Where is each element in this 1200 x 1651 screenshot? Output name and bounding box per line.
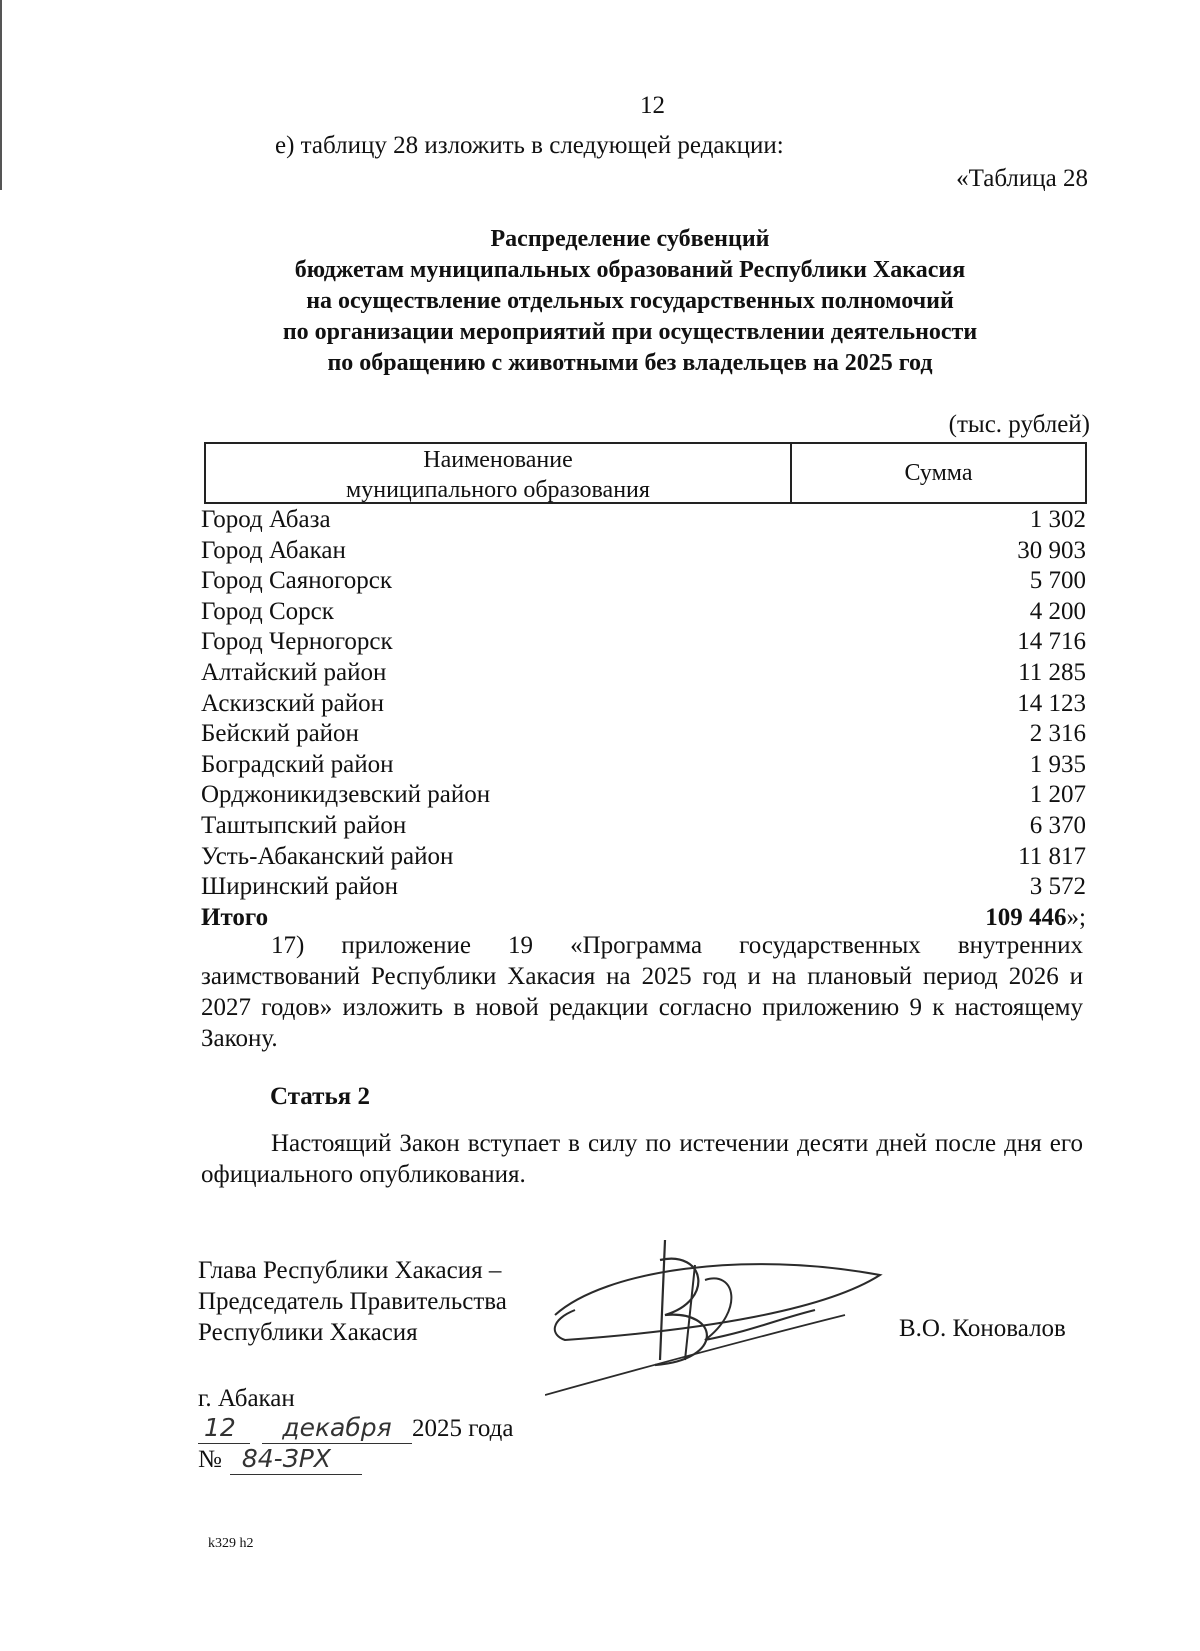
- table-body: [201, 505, 1086, 933]
- number-prefix: №: [198, 1446, 222, 1473]
- row-name: Орджоникидзевский район: [201, 781, 491, 809]
- signatory-line: Республики Хакасия: [198, 1319, 418, 1346]
- header-sum-cell: Сумма: [904, 459, 973, 486]
- heading-line: бюджетам муниципальных образований Республики Хакасия: [294, 257, 966, 283]
- row-name: Город Сорск: [201, 597, 334, 625]
- row-name: Боградский район: [201, 750, 394, 778]
- row-name: Бейский район: [201, 720, 359, 748]
- table-row: [201, 536, 1086, 567]
- row-sum: 3 572: [1029, 873, 1086, 901]
- handwritten-signature: [545, 1220, 895, 1420]
- header-name-cell: [206, 444, 792, 502]
- heading-line: Распределение субвенций: [490, 226, 770, 252]
- total-label: Итого: [201, 903, 269, 931]
- row-sum: 4 200: [1029, 597, 1086, 625]
- row-sum: 11 285: [1018, 658, 1086, 686]
- heading-line: по организации мероприятий при осуществлении деятельности: [282, 319, 978, 345]
- scan-edge-line: [0, 0, 2, 190]
- row-sum: 6 370: [1029, 811, 1086, 839]
- page-number: 12: [640, 92, 665, 119]
- row-sum: 1 935: [1029, 750, 1086, 778]
- row-name: Ширинский район: [201, 873, 398, 901]
- header-name-line2: муниципального образования: [346, 477, 650, 503]
- row-name: Таштыпский район: [201, 811, 407, 839]
- table-row: [201, 750, 1086, 781]
- unit-label: (тыс. рублей): [948, 411, 1090, 438]
- table-row: [201, 719, 1086, 750]
- table-row: [201, 689, 1086, 720]
- table-row: [201, 597, 1086, 628]
- table-row: [201, 872, 1086, 903]
- table-heading: [180, 224, 1080, 379]
- table-label: «Таблица 28: [956, 165, 1088, 192]
- row-name: Усть-Абаканский район: [201, 842, 454, 870]
- table-row: [201, 780, 1086, 811]
- row-sum: 1 207: [1029, 781, 1086, 809]
- article-text: Настоящий Закон вступает в силу по истечении десяти дней после дня его официального опубликования.: [201, 1130, 1083, 1188]
- row-name: Город Черногорск: [201, 628, 393, 656]
- total-value-wrap: [985, 903, 1086, 934]
- date-line: [198, 1412, 513, 1444]
- row-sum: 1 302: [1029, 506, 1086, 533]
- row-name: Город Абаза: [201, 506, 331, 533]
- article-paragraph: [201, 1128, 1083, 1190]
- heading-line: по обращению с животными без владельцев на 2025 год: [327, 350, 933, 376]
- heading-line: на осуществление отдельных государственных полномочий: [306, 288, 954, 314]
- signatory-line: Председатель Правительства: [198, 1288, 507, 1315]
- total-suffix: »;: [1066, 903, 1086, 931]
- row-name: Аскизский район: [201, 689, 385, 717]
- row-name: Алтайский район: [201, 658, 387, 686]
- paragraph-17: [201, 930, 1083, 1054]
- signatory-name: В.О. Коновалов: [899, 1315, 1066, 1342]
- row-sum: 2 316: [1029, 720, 1086, 748]
- footer-code: k329 h2: [208, 1536, 254, 1551]
- article-title: Статья 2: [270, 1083, 370, 1110]
- signatory-title: [198, 1255, 507, 1348]
- signatory-line: Глава Республики Хакасия –: [198, 1257, 502, 1284]
- total-row: [201, 903, 1086, 934]
- table-row: [201, 627, 1086, 658]
- paragraph-17-text: 17) приложение 19 «Программа государственных внутренних заимствований Республики Хакасия на 2025 год и на плановый период 2026 и 2027 годов» изложить в новой редакции согласно приложению 9 к настоящему Закону.: [201, 932, 1083, 1052]
- row-sum: 5 700: [1029, 567, 1086, 595]
- date-day: 12: [198, 1412, 250, 1444]
- table-row: [201, 658, 1086, 689]
- row-sum: 30 903: [1017, 536, 1086, 564]
- table-header: [204, 442, 1087, 504]
- total-sum: 109 446: [985, 903, 1067, 931]
- table-row: [201, 811, 1086, 842]
- law-number-line: [198, 1443, 362, 1475]
- law-number: 84-ЗРХ: [230, 1443, 362, 1475]
- header-name-line1: Наименование: [423, 447, 573, 473]
- row-name: Город Абакан: [201, 536, 346, 564]
- row-sum: 14 123: [1017, 689, 1086, 717]
- table-row: [201, 566, 1086, 597]
- date-month: декабря: [262, 1412, 412, 1444]
- date-year: 2025 года: [412, 1415, 514, 1442]
- row-name: Город Саяногорск: [201, 567, 393, 595]
- table-row: [201, 505, 1086, 536]
- row-sum: 11 817: [1018, 842, 1086, 870]
- intro-line: е) таблицу 28 изложить в следующей редакции:: [275, 132, 784, 159]
- city: г. Абакан: [198, 1385, 295, 1412]
- row-sum: 14 716: [1017, 628, 1086, 656]
- table-row: [201, 842, 1086, 873]
